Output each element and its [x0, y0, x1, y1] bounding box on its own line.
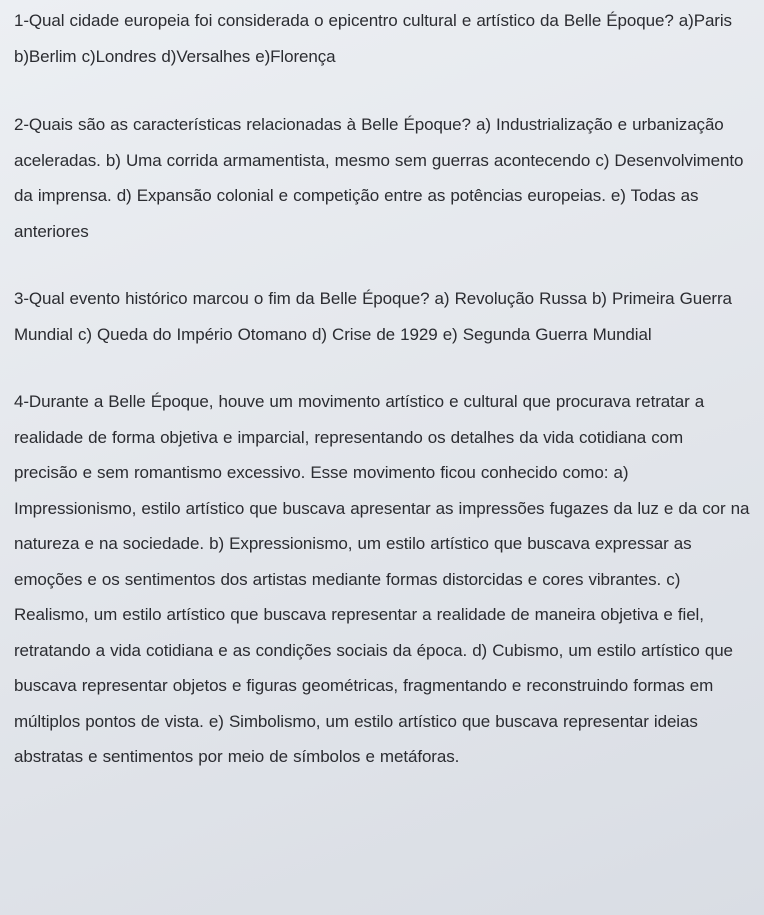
question-2: 2-Quais são as características relacionadas à Belle Époque? a) Industrialização e urbanização aceleradas. b) Uma corrida armamentista, mesmo sem guerras acontecendo c) Desenvolvimento da imprensa. d) Expansão colonial e competição entre as potências europeias. e) Todas as anteriores [14, 115, 744, 241]
question-spacer [14, 249, 750, 281]
question-3: 3-Qual evento histórico marcou o fim da Belle Époque? a) Revolução Russa b) Primeira Guerra Mundial c) Queda do Império Otomano d) Crise de 1929 e) Segunda Guerra Mundial [14, 289, 732, 344]
question-spacer [14, 74, 750, 107]
question-1: 1-Qual cidade europeia foi considerada o epicentro cultural e artístico da Belle Époque? a)Paris b)Berlim c)Londres d)Versalhes e)Florença [14, 11, 732, 66]
question-spacer [14, 352, 750, 384]
question-4: 4-Durante a Belle Époque, houve um movimento artístico e cultural que procurava retratar a realidade de forma objetiva e imparcial, representando os detalhes da vida cotidiana com precisão e sem romantismo excessivo. Esse movimento ficou conhecido como: a) Impressionismo, estilo artístico que buscava apresentar as impressões fugazes da luz e da cor na natureza e na sociedade. b) Expressionismo, um estilo artístico que buscava expressar as emoções e os sentimentos dos artistas mediante formas distorcidas e cores vibrantes. c) Realismo, um estilo artístico que buscava representar a realidade de maneira objetiva e fiel, retratando a vida cotidiana e as condições sociais da época. d) Cubismo, um estilo artístico que buscava representar objetos e figuras geométricas, fragmentando e reconstruindo formas em múltiplos pontos de vista. e) Simbolismo, um estilo artístico que buscava representar ideias abstratas e sentimentos por meio de símbolos e metáforas. [14, 392, 750, 766]
